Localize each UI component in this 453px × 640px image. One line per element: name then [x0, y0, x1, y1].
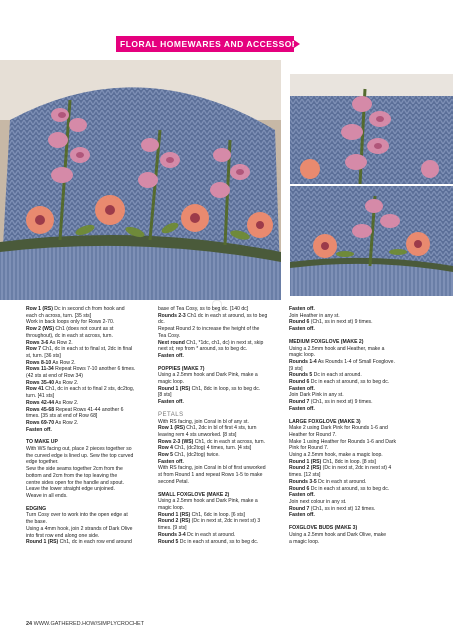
text-line	[289, 326, 425, 333]
text-line	[158, 346, 284, 353]
text-line	[158, 353, 284, 360]
instruction-text: (Ch1, ss in next st) 9 times.	[309, 399, 373, 406]
section-heading: EDGING	[26, 505, 47, 512]
instruction-label: Round 1 (RS)	[289, 458, 322, 465]
text-line	[26, 407, 154, 414]
instruction-text: Using a 2.5mm hook, make a magic loop.	[289, 452, 383, 459]
instruction-text: bottom and 2cm from the top leaving the	[26, 472, 118, 479]
instruction-text: turn. [41 sts]	[26, 393, 55, 400]
instruction-text: times. [12 sts]	[289, 472, 321, 479]
instruction-text: Heather for Round 7.	[289, 431, 337, 438]
text-line	[289, 512, 425, 519]
text-line	[289, 406, 425, 413]
text-line	[26, 380, 154, 387]
instruction-label: Fasten off.	[158, 352, 184, 359]
instruction-label: Round 7	[289, 505, 310, 512]
text-line	[289, 399, 425, 406]
text-line	[158, 306, 284, 313]
text-line	[289, 319, 425, 326]
text-line	[26, 427, 154, 434]
text-line	[26, 393, 154, 400]
text-line	[289, 366, 425, 373]
instruction-text: Ch1, dc in each st to final 2 sts, dc2tog,	[43, 386, 135, 393]
instruction-text: With WS facing out, place 2 pieces together so	[26, 446, 132, 453]
instruction-text: Dc in each st around, ss to beg dc.	[309, 379, 390, 386]
instruction-text: Ch1, 2dc in bl of first 4 sts, turn	[184, 425, 257, 432]
text-line	[289, 306, 425, 313]
text-line	[158, 419, 284, 426]
instruction-text: Ch1, dc in each st to final st, 2dc in final	[41, 346, 133, 353]
text-line	[289, 479, 425, 486]
instruction-label: Round 1 (RS)	[158, 385, 191, 392]
text-line	[158, 479, 284, 486]
text-line	[26, 526, 154, 533]
instruction-text: times. [35 sts at end of Row 68]	[26, 413, 98, 420]
instruction-label: Fasten off.	[289, 492, 315, 499]
instruction-text: leaving rem 4 sts unworked. [8 sts]	[158, 431, 237, 438]
text-line	[26, 353, 154, 360]
instruction-text: Join Dark Pink in any st.	[289, 392, 344, 399]
text-line	[26, 373, 154, 380]
instruction-label: Rows 11-34	[26, 366, 54, 373]
text-line	[289, 392, 425, 399]
instruction-label: Round 6	[289, 485, 310, 492]
instruction-text: Using a 4mm hook, join 2 strands of Dark Olive	[26, 525, 133, 532]
text-line	[26, 360, 154, 367]
text-column-2	[158, 306, 284, 545]
text-line	[289, 472, 425, 479]
text-line	[26, 333, 154, 340]
text-line	[289, 352, 425, 359]
text-line	[26, 306, 154, 313]
instruction-text: into first row end along one side.	[26, 532, 100, 539]
instruction-label: Round 1 (RS)	[26, 539, 59, 546]
instruction-label: Round 2 (RS)	[289, 465, 322, 472]
text-line	[158, 399, 284, 406]
text-line	[289, 346, 425, 353]
instruction-label: Row 1 (RS)	[26, 306, 53, 312]
instruction-label: Fasten off.	[289, 512, 315, 519]
instruction-text: Ch1, 8dc in loop, ss to beg dc.	[190, 385, 261, 392]
section-title: FLORAL HOMEWARES AND ACCESSORIES	[120, 39, 314, 49]
instruction-label: Rows 3-6	[26, 339, 49, 346]
instruction-text: Join Heather in any st.	[289, 312, 340, 319]
text-line	[26, 319, 154, 326]
text-line	[289, 439, 425, 446]
instruction-label: Rounds 1-4	[289, 358, 317, 365]
instruction-label: Rows 69-70	[26, 419, 55, 426]
text-line	[26, 486, 154, 493]
text-line	[26, 453, 154, 460]
instruction-label: Rounds 2-3	[158, 312, 186, 319]
instruction-label: Fasten off.	[26, 426, 52, 433]
instruction-text: base of Tea Cosy, ss to beg dc. [140 dc]	[158, 306, 249, 312]
text-line	[289, 379, 425, 386]
instruction-text: throughout), dc in each st across, turn.	[26, 332, 113, 339]
text-line	[26, 512, 154, 519]
text-column-3	[289, 306, 425, 545]
text-line	[289, 445, 425, 452]
instruction-label: Rows 35-40	[26, 379, 55, 386]
instruction-text: Repeat Rows 7-10 another 6 times.	[53, 366, 136, 373]
instruction-label: Round 6	[289, 379, 310, 386]
text-line	[289, 425, 425, 432]
instruction-text: As Rounds 1-4 of Small Foxglove.	[316, 358, 395, 365]
text-line	[289, 459, 425, 466]
text-line	[289, 386, 425, 393]
instruction-label: Round 6	[289, 319, 310, 326]
detail-photo-bottom	[290, 186, 453, 296]
text-line	[26, 366, 154, 373]
section-heading: SMALL FOXGLOVE (MAKE 2)	[158, 491, 230, 498]
instruction-label: Rounds 5	[289, 372, 313, 379]
instruction-text: magic loop.	[158, 504, 185, 511]
instruction-text: Ch1, 8dc in loop. [8 sts]	[321, 458, 376, 465]
text-line	[158, 432, 284, 439]
text-line	[158, 425, 284, 432]
page-footer	[26, 621, 144, 627]
text-line	[158, 333, 284, 340]
instruction-text: second Petal.	[158, 478, 189, 485]
section-heading: TO MAKE UP	[26, 439, 58, 446]
text-line	[158, 512, 284, 519]
instruction-text: Dc in second ch from hook and	[52, 306, 125, 312]
text-line	[158, 386, 284, 393]
instruction-label: Row 41	[26, 386, 44, 393]
text-line	[158, 392, 284, 399]
instruction-label: Round 7	[289, 399, 310, 406]
instruction-text: edge together.	[26, 459, 59, 466]
text-column-1	[26, 306, 154, 546]
text-line	[158, 439, 284, 446]
instruction-text: With RS facing, join Coral in bl of any st.	[158, 418, 249, 425]
instruction-text: Join next colour in any st.	[289, 498, 347, 505]
text-line	[158, 452, 284, 459]
text-line	[26, 413, 154, 420]
instruction-label: Round 5	[158, 538, 179, 545]
instruction-text: As Row 2.	[54, 419, 79, 426]
instruction-text: Tea Cosy.	[158, 332, 181, 339]
instruction-label: Next round	[158, 339, 185, 346]
instruction-label: Round 1 (RS)	[158, 511, 191, 518]
text-line	[158, 539, 284, 546]
instruction-text: st, turn. [36 sts]	[26, 352, 61, 359]
text-line	[26, 539, 154, 546]
page-number: 24	[26, 621, 33, 627]
text-line	[289, 499, 425, 506]
text-line	[158, 532, 284, 539]
instruction-label: Row 1 (RS)	[158, 425, 185, 432]
text-line	[26, 346, 154, 353]
instruction-text: a magic loop.	[289, 538, 320, 545]
instruction-label: Round 2 (RS)	[158, 518, 191, 525]
text-line	[158, 319, 284, 326]
instruction-text: Using a 2.5mm hook and Dark Olive, make	[289, 531, 387, 538]
instruction-text: centre sides open for the handle and spout.	[26, 479, 124, 486]
instruction-text: With RS facing, join Coral in bl of first unworked	[158, 465, 266, 472]
instruction-text: Using a 2.5mm hook and Heather, make a	[289, 345, 385, 352]
instruction-text: As Row 2.	[51, 359, 76, 366]
instruction-label: Fasten off.	[158, 399, 184, 406]
instruction-text: (Ch1, ss in next st) 9 times.	[309, 319, 373, 326]
instruction-text: Work in back loops only for Rows 2-70.	[26, 319, 115, 326]
instruction-label: Fasten off.	[289, 306, 315, 312]
section-heading: MEDIUM FOXGLOVE (MAKE 2)	[289, 338, 364, 345]
instruction-text: Ch1, dc in each st across, turn.	[193, 438, 266, 445]
instruction-label: Rows 42-44	[26, 399, 55, 406]
text-line	[158, 505, 284, 512]
instruction-label: Rounds 3-4	[158, 531, 186, 538]
instruction-label: Rows 8-10	[26, 359, 52, 366]
instruction-text: Ch1, (dc2tog) twice.	[173, 452, 220, 459]
text-line	[26, 400, 154, 407]
text-line	[26, 480, 154, 487]
instruction-label: Row 7	[26, 346, 42, 353]
instruction-text: Ch1, 6dc in loop. [6 sts]	[190, 511, 245, 518]
main-photo	[0, 60, 281, 300]
text-line	[158, 525, 284, 532]
instruction-text: magic loop.	[158, 379, 185, 386]
instruction-text: As Row 2.	[48, 339, 73, 346]
instruction-text: next st; rep from * around, ss to beg dc.	[158, 346, 248, 353]
instruction-label: Fasten off.	[289, 405, 315, 412]
instruction-text: each ch across, turn. [35 sts]	[26, 312, 92, 319]
instruction-text: Dc in each st around.	[312, 372, 362, 379]
instruction-text: Make 1 using Heather for Rounds 1-6 and Dark	[289, 438, 397, 445]
text-line	[158, 313, 284, 320]
instruction-text: Make 2 using Dark Pink for Rounds 1-6 and	[289, 425, 388, 432]
text-line	[289, 532, 425, 539]
instruction-text: Pink for Round 7.	[289, 445, 329, 452]
text-line	[26, 386, 154, 393]
instruction-text: Leave the lower straight edge unjoined.	[26, 486, 115, 493]
instruction-label: Fasten off.	[289, 385, 315, 392]
instruction-text: Ch1 (does not count as st	[54, 326, 114, 333]
instruction-label: Rows 45-68	[26, 406, 55, 413]
instruction-text: the base.	[26, 519, 47, 526]
instruction-text: Sew the side seams together 2cm from the	[26, 466, 123, 473]
instruction-label: Row 4	[158, 445, 174, 452]
subsection-heading: PETALS	[158, 411, 184, 418]
instruction-text: st from Round 1 and repeat Rows 1-5 to make	[158, 472, 263, 479]
text-line	[158, 472, 284, 479]
instruction-text: Using a 2.5mm hook and Dark Pink, make a	[158, 372, 258, 379]
text-line	[158, 372, 284, 379]
text-line	[158, 498, 284, 505]
instruction-text: Dc in each st around.	[316, 478, 367, 485]
instruction-text: (Dc in next st, 2dc in next st) 3	[190, 518, 261, 525]
instruction-text: (Ch1, ss in next st) 12 times.	[309, 505, 376, 512]
instruction-text: times. [9 sts]	[158, 525, 187, 532]
text-line	[289, 539, 425, 546]
text-line	[158, 379, 284, 386]
text-line	[158, 459, 284, 466]
instruction-text: Dc in each st around.	[185, 531, 236, 538]
banner-arrow	[294, 40, 300, 48]
instruction-text: As Row 2.	[54, 379, 79, 386]
instruction-label: Fasten off.	[289, 326, 315, 333]
text-line	[26, 459, 154, 466]
instruction-label: Fasten off.	[158, 458, 184, 465]
text-line	[289, 452, 425, 459]
section-heading: POPPIES (MAKE 7)	[158, 365, 205, 372]
instruction-text: (Dc in next st, 2dc in next st) 4	[321, 465, 392, 472]
instruction-text: Repeat Rows 41-44 another 6	[54, 406, 124, 413]
instruction-text: Dc in each st around, ss to beg dc.	[309, 485, 390, 492]
instruction-text: Ch1, (dc2tog) 4 times, turn. [4 sts]	[173, 445, 252, 452]
text-line	[158, 518, 284, 525]
text-line	[289, 506, 425, 513]
instruction-text: Turn Cosy over to work into the open edge at	[26, 512, 128, 519]
instruction-text: Dc in each st around, ss to beg dc.	[178, 538, 259, 545]
text-line	[289, 492, 425, 499]
instruction-text: the curved edge is lined up. Sew the top curved	[26, 452, 134, 459]
detail-photo-top	[290, 74, 453, 184]
instruction-text: Ch1, dc in each row end around	[58, 539, 132, 546]
text-line	[26, 493, 154, 500]
instruction-text: Ch1, *1dc, ch1, dc) in next st, skip	[184, 339, 264, 346]
instruction-text: [9 sts]	[289, 365, 303, 372]
text-line	[26, 466, 154, 473]
text-line	[158, 326, 284, 333]
section-heading: LARGE FOXGLOVE (MAKE 3)	[289, 418, 361, 425]
text-line	[26, 533, 154, 540]
instruction-text: [8 sts]	[158, 392, 172, 399]
footer-url: WWW.GATHERED.HOW/SIMPLYCROCHET	[33, 621, 145, 627]
text-line	[26, 446, 154, 453]
instruction-text: magic loop.	[289, 352, 316, 359]
text-line	[158, 445, 284, 452]
text-line	[26, 340, 154, 347]
instruction-text: Using a 2.5mm hook and Dark Pink, make a	[158, 498, 258, 505]
instruction-label: Row 5	[158, 452, 174, 459]
text-line	[26, 420, 154, 427]
text-line	[289, 359, 425, 366]
text-line	[26, 519, 154, 526]
text-line	[158, 465, 284, 472]
instruction-text: (42 sts at end of Row 34)	[26, 373, 83, 380]
text-line	[289, 432, 425, 439]
instruction-text: Ch1 dc in each st around, ss to beg	[185, 312, 268, 319]
instruction-text: As Row 2.	[54, 399, 79, 406]
text-line	[26, 326, 154, 333]
text-line	[289, 486, 425, 493]
text-line	[158, 340, 284, 347]
instruction-label: Rows 2-3 (WS)	[158, 438, 194, 445]
text-line	[289, 313, 425, 320]
instruction-text: dc.	[158, 319, 165, 326]
section-banner	[116, 36, 314, 52]
text-line	[26, 473, 154, 480]
instruction-text: Repeat Round 2 to increase the height of the	[158, 326, 260, 333]
instruction-text: Weave in all ends.	[26, 492, 68, 499]
text-line	[26, 313, 154, 320]
instruction-label: Rounds 3-5	[289, 478, 317, 485]
section-heading: FOXGLOVE BUDS (MAKE 3)	[289, 525, 358, 532]
text-line	[289, 465, 425, 472]
text-line	[289, 372, 425, 379]
instruction-label: Row 2 (WS)	[26, 326, 55, 333]
